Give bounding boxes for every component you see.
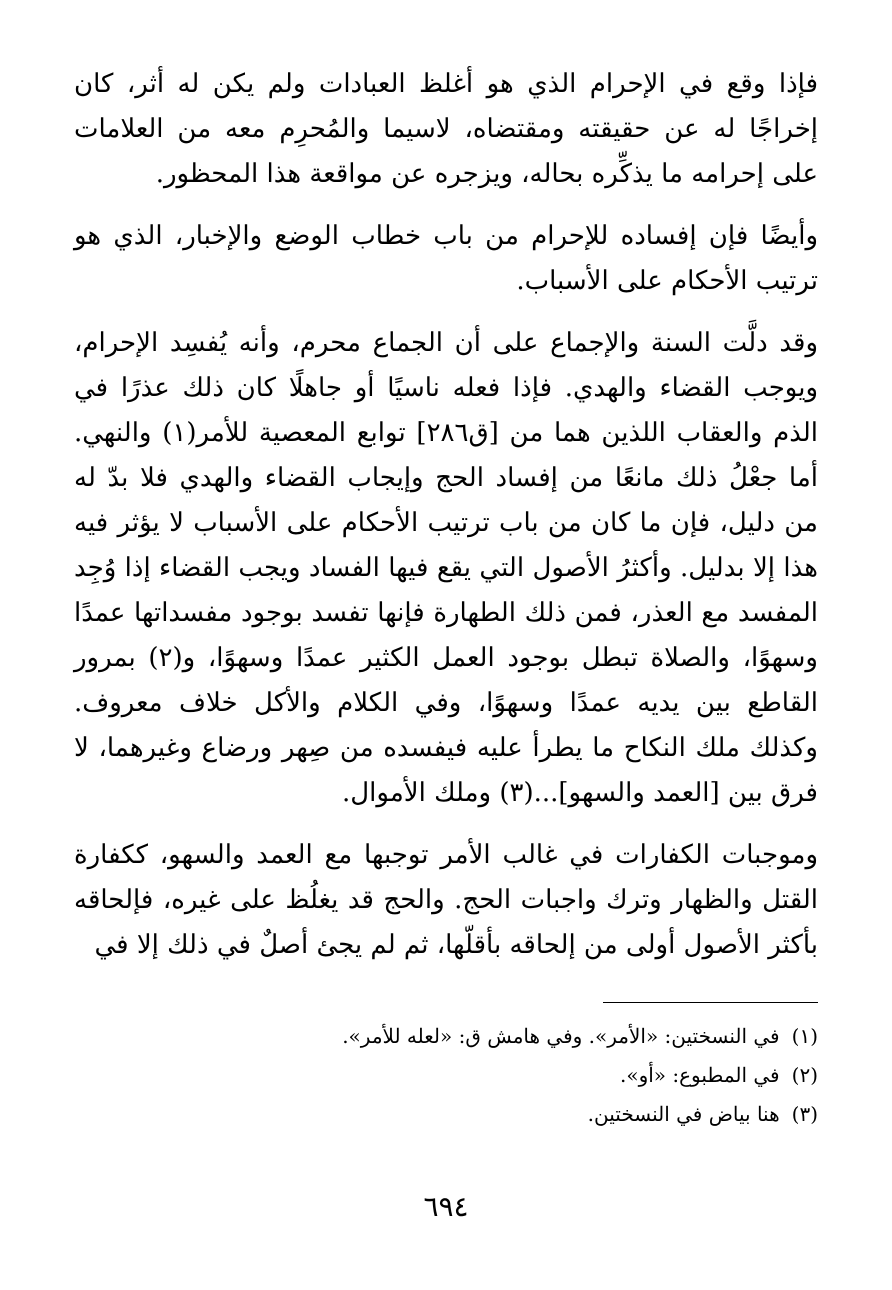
page-content <box>74 62 818 1242</box>
paragraph-4: وموجبات الكفارات في غالب الأمر توجبها مع العمد والسهو، ككفارة القتل والظهار وترك واجبات الحج. والحج قد يغلُظ على غيره، فإلحاقه بأكثر الأصول أولى من إلحاقه بأقلّها، ثم لم يجئ أصلٌ في ذلك إلا في <box>74 840 819 960</box>
footnote-divider <box>603 1002 818 1003</box>
footnote-3 <box>74 1097 818 1132</box>
footnote-1 <box>74 1019 818 1054</box>
footnote-text: في النسختين: «الأمر». وفي هامش ق: «لعله للأمر». <box>342 1024 780 1048</box>
paragraph-2: وأيضًا فإن إفساده للإحرام من باب خطاب الوضع والإخبار، الذي هو ترتيب الأحكام على الأسباب. <box>74 221 818 296</box>
footnote-text: هنا بياض في النسختين. <box>587 1102 780 1126</box>
footnote-text: في المطبوع: «أو». <box>619 1063 780 1087</box>
page-number: ٦٩٤ <box>423 1190 469 1223</box>
footnote-number: (١) <box>791 1024 818 1048</box>
footnote-number: (٢) <box>791 1063 818 1087</box>
footnote-number: (٣) <box>791 1102 818 1126</box>
paragraph-3: وقد دلَّت السنة والإجماع على أن الجماع محرم، وأنه يُفسِد الإحرام، ويوجب القضاء والهدي. فإذا فعله ناسيًا أو جاهلًا كان ذلك عذرًا في الذم والعقاب اللذين هما من [ق٢٨٦] توابع المعصية للأمر(١) والنهي. أما جعْلُ ذلك مانعًا من إفساد الحج وإيجاب القضاء والهدي فلا بدّ له من دليل، فإن ما كان من باب ترتيب الأحكام على الأسباب لا يؤثر فيه هذا إلا بدليل. وأكثرُ الأصول التي يقع فيها الفساد ويجب القضاء إذا وُجِد المفسد مع العذر، فمن ذلك الطهارة فإنها تفسد بوجود مفسداتها عمدًا وسهوًا، والصلاة تبطل بوجود العمل الكثير عمدًا وسهوًا، و(٢) بمرور القاطع بين يديه عمدًا وسهوًا، وفي الكلام والأكل خلاف معروف. وكذلك ملك النكاح ما يطرأ عليه فيفسده من صِهر ورضاع وغيرهما، لا فرق بين [العمد والسهو]...(٣) وملك الأموال. <box>74 328 819 808</box>
paragraph-1: فإذا وقع في الإحرام الذي هو أغلظ العبادات ولم يكن له أثر، كان إخراجًا له عن حقيقته ومقتضاه، لاسيما والمُحرِم معه من العلامات على إحرامه ما يذكِّره بحاله، ويزجره عن مواقعة هذا المحظور. <box>74 69 818 189</box>
footnote-2 <box>74 1058 818 1093</box>
